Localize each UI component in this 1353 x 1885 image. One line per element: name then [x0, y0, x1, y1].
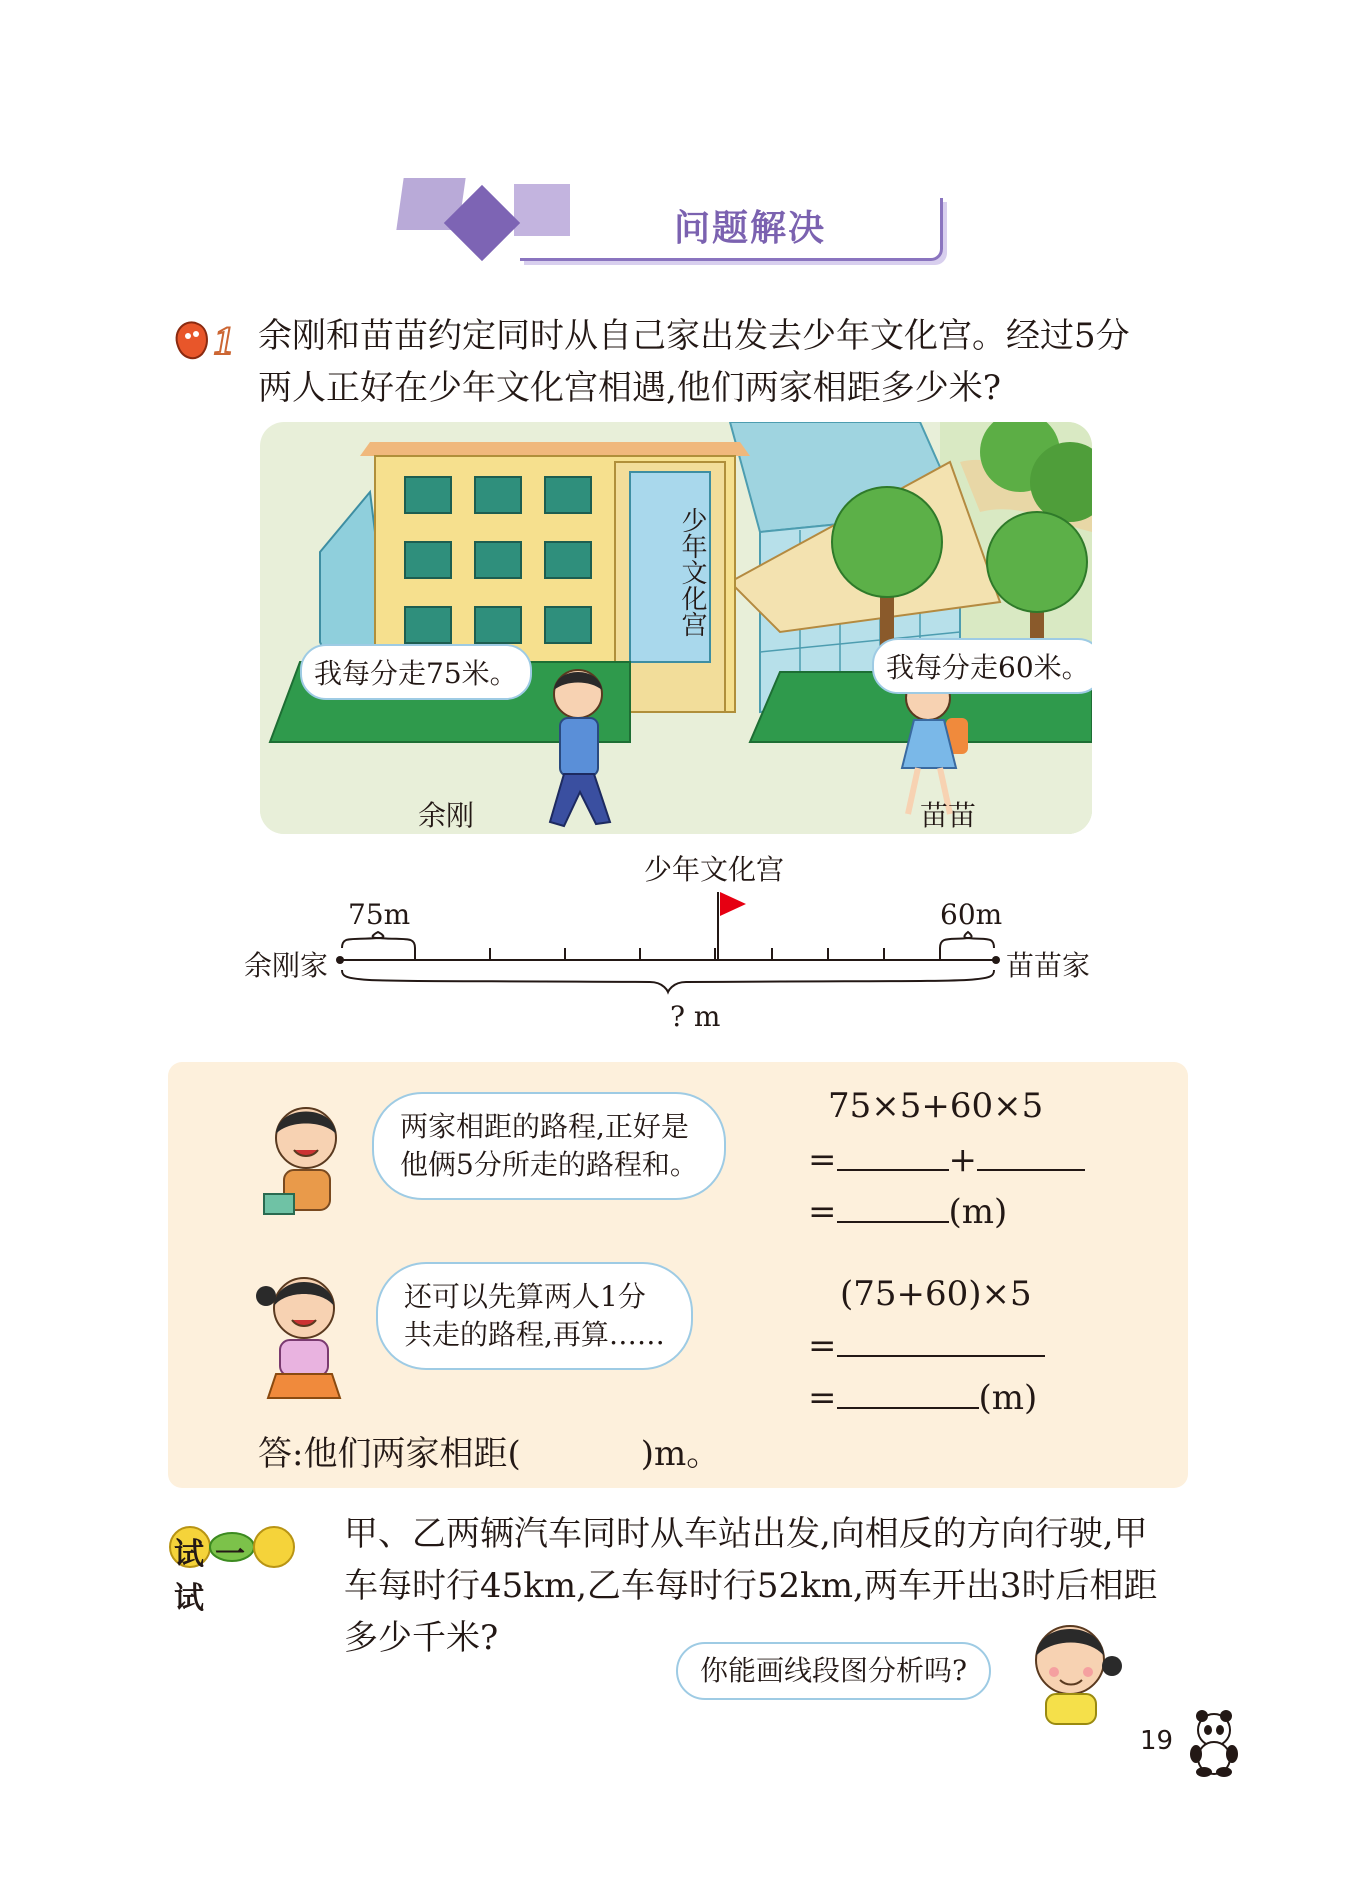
diagram-left-end-label: 余刚家	[244, 949, 329, 982]
try-it-label: 试一试	[174, 1537, 256, 1616]
girl-name-label: 苗苗	[920, 799, 977, 832]
answer-prefix: 答:他们两家相距(	[258, 1434, 521, 1474]
diagram-right-segment-label: 60m	[940, 898, 1003, 931]
blank-field[interactable]	[837, 1191, 949, 1223]
problem-text-line2: 两人正好在少年文化宫相遇,他们两家相距多少米?	[258, 368, 1002, 408]
boy-thought-line2: 他俩5分所走的路程和。	[400, 1148, 698, 1181]
equals-sign: =	[808, 1140, 837, 1180]
boy-thinking-avatar	[258, 1090, 358, 1220]
girl-thought-line1: 还可以先算两人1分	[404, 1280, 646, 1313]
calc2-expression: (75+60)×5	[840, 1274, 1032, 1314]
blank-field[interactable]	[837, 1139, 949, 1171]
plus-sign: +	[948, 1140, 977, 1180]
equals-sign: =	[808, 1326, 837, 1366]
boy-thought-line1: 两家相距的路程,正好是	[400, 1110, 689, 1143]
building-sign: 少年文化宫	[677, 507, 707, 637]
diagram-total-label: ? m	[670, 1000, 721, 1033]
page-number: 19	[1140, 1726, 1174, 1756]
try-it-line2: 车每时行45km,乙车每时行52km,两车开出3时后相距	[344, 1566, 1158, 1606]
blank-field[interactable]	[837, 1325, 1045, 1357]
diagram-right-end-label: 苗苗家	[1006, 949, 1091, 982]
hint-bubble: 你能画线段图分析吗?	[676, 1642, 991, 1700]
equals-sign: =	[808, 1378, 837, 1418]
girl-thinking-avatar	[248, 1262, 358, 1402]
calc1-line2	[808, 1134, 1085, 1186]
blank-field[interactable]	[837, 1377, 979, 1409]
try-it-line1: 甲、乙两辆汽车同时从车站出发,向相反的方向行驶,甲	[344, 1514, 1148, 1554]
boy-speech-bubble: 我每分走75米。	[300, 644, 532, 700]
calc2-line3	[808, 1372, 1037, 1424]
calc1-line3	[808, 1186, 1007, 1238]
line-segment-diagram	[330, 880, 1010, 1010]
answer-line	[258, 1428, 720, 1480]
answer-suffix: )m。	[640, 1434, 721, 1474]
girl-thought-bubble	[376, 1262, 693, 1370]
flag-icon	[720, 892, 746, 916]
calc1-expression: 75×5+60×5	[828, 1086, 1044, 1126]
try-it-badge	[168, 1525, 296, 1616]
panda-icon	[1184, 1708, 1244, 1778]
girl-hint-avatar	[1016, 1606, 1126, 1726]
boy-thought-bubble	[372, 1092, 726, 1200]
unit-label: (m)	[948, 1192, 1008, 1232]
diagram-left-segment-label: 75m	[348, 898, 411, 931]
problem-text-line1: 余刚和苗苗约定同时从自己家出发去少年文化宫。经过5分	[258, 316, 1130, 356]
try-it-line3: 多少千米?	[344, 1618, 499, 1658]
boy-name-label: 余刚	[418, 799, 475, 832]
problem-number: 1	[214, 318, 234, 363]
diagram-center-label: 少年文化宫	[644, 853, 785, 886]
problem-number-icon	[168, 310, 246, 366]
unit-label: (m)	[978, 1378, 1038, 1418]
calc2-line2	[808, 1320, 1045, 1372]
girl-thought-line2: 共走的路程,再算……	[404, 1318, 665, 1351]
section-title: 问题解决	[673, 207, 826, 249]
illustration-scene	[260, 422, 1092, 834]
girl-speech-bubble: 我每分走60米。	[872, 638, 1092, 694]
blank-field[interactable]	[977, 1139, 1085, 1171]
equals-sign: =	[808, 1192, 837, 1232]
